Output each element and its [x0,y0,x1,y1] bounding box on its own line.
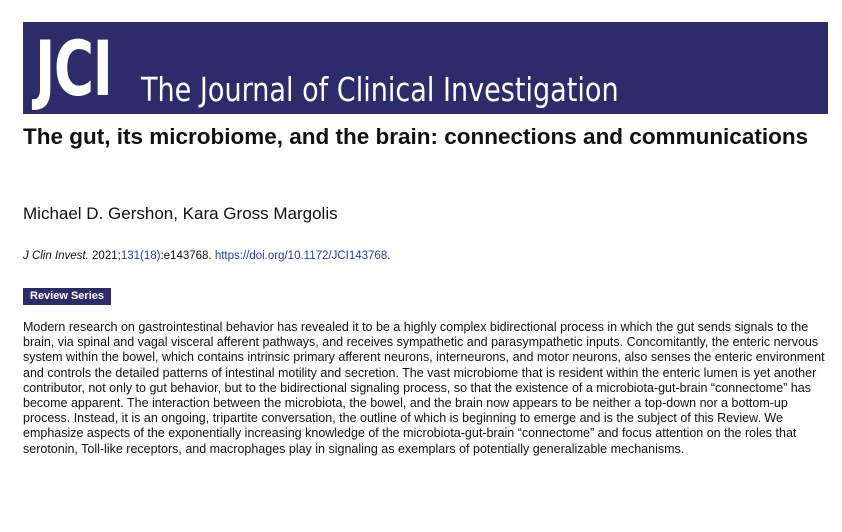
citation-journal: J Clin Invest. [23,250,89,262]
article-abstract: Modern research on gastrointestinal behavior has revealed it to be a highly complex bidirectional process in which the gut sends signals to the brain, via spinal and vagal visceral afferent pathways, and receives sympathetic and parasympathetic inputs. Concomitantly, the enteric nervous system within the bowel, which contains intrinsic primary afferent neurons, interneurons, and motor neurons, also senses the enteric environment and controls the detailed patterns of intestinal motility and secretion. The vast microbiome that is resident within the enteric lumen is yet another contributor, not only to gut behavior, but to the bidirectional signaling process, so that the existence of a microbiota-gut-brain “connectome” has become apparent. The interaction between the microbiota, the bowel, and the brain now appears to be neither a top-down nor a bottom-up process. Instead, it is an ongoing, tripartite conversation, the outline of which is beginning to emerge and is the subject of this Review. We emphasize aspects of the exponentially increasing knowledge of the microbiota-gut-brain “connectome” and focus attention on the roles that serotonin, Toll-like receptors, and macrophages play in signaling as exemplars of potentially generalizable mechanisms. [23,320,825,456]
article-citation [23,249,390,264]
review-series-badge[interactable]: Review Series [23,288,111,305]
doi-link[interactable]: https://doi.org/10.1172/JCI143768 [214,250,388,262]
jci-logo: JCI [35,24,112,113]
citation-end: . [387,250,391,262]
journal-header-banner [23,22,828,114]
article-authors: Michael D. Gershon, Kara Gross Margolis [23,204,338,223]
citation-issue-link[interactable]: 131(18) [120,250,161,262]
journal-name: The Journal of Clinical Investigation [141,70,619,109]
citation-article-id: :e143768. [160,250,215,262]
citation-year: 2021; [88,250,121,262]
article-title: The gut, its microbiome, and the brain: connections and communications [23,124,809,149]
